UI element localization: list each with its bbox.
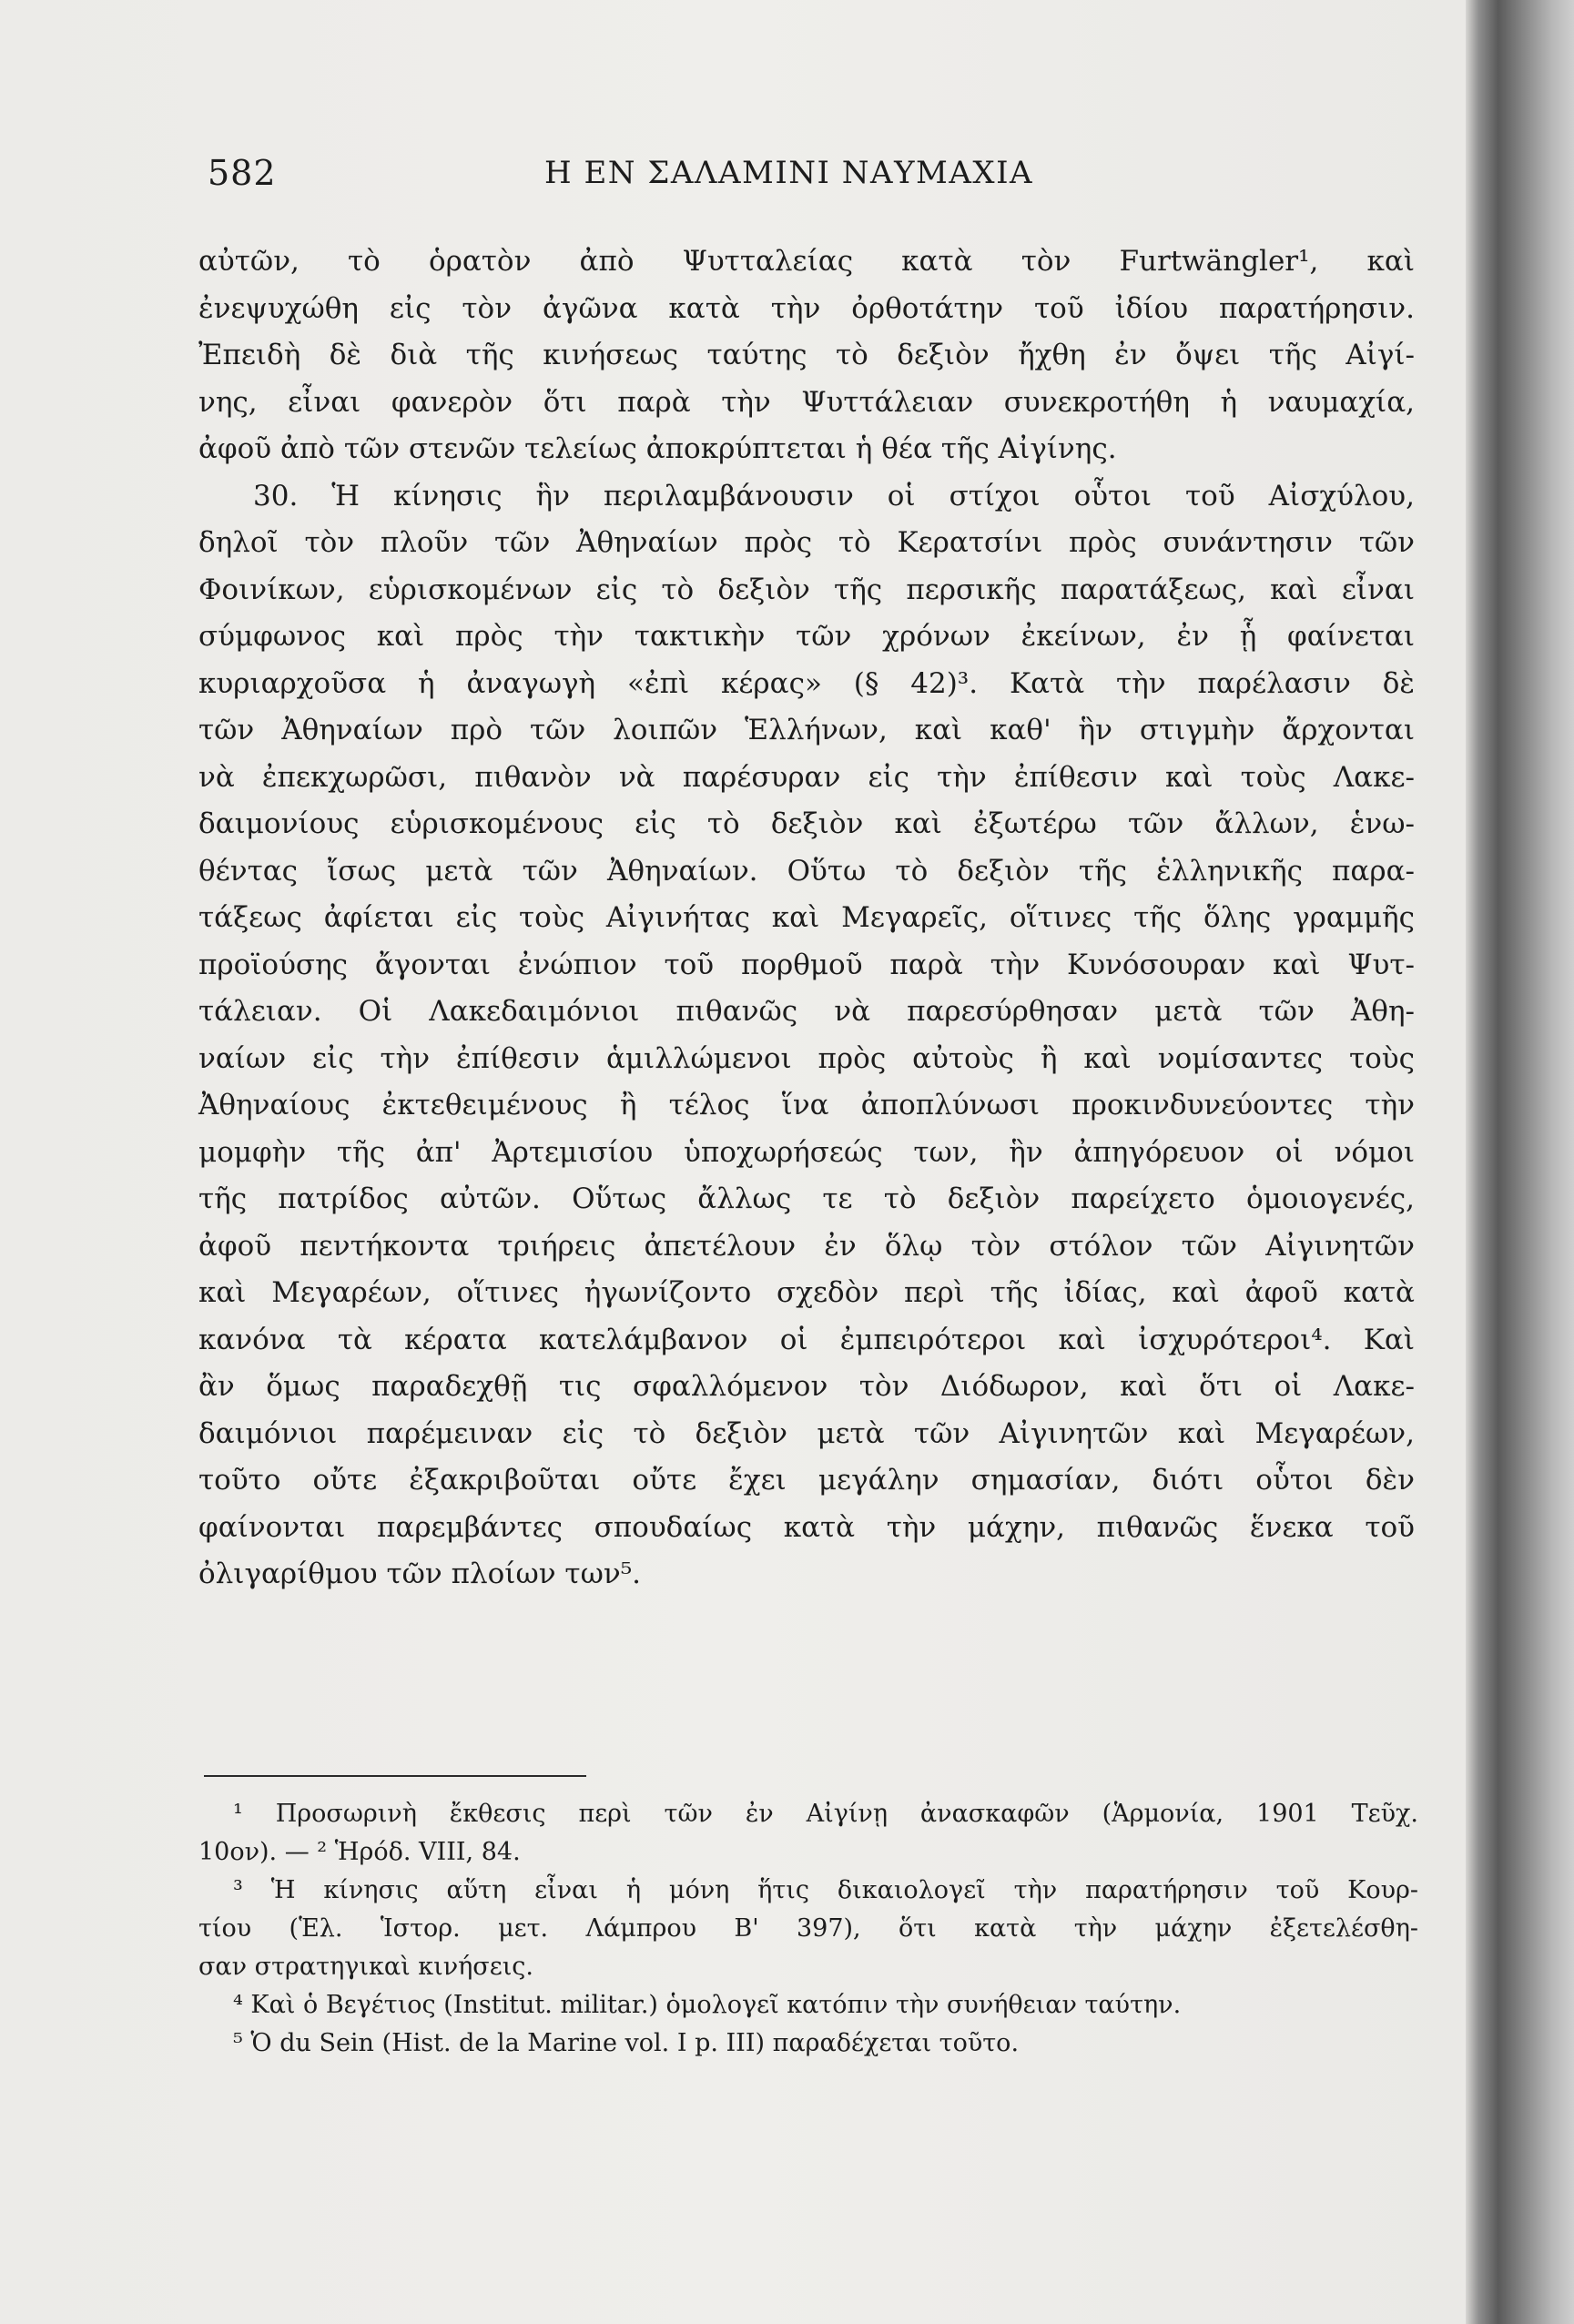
section-30-start: 30. Ἡ κίνησις ἣν περιλαμβάνουσιν οἱ στίχοι οὗτοι τοῦ Αἰσχύλου,: [253, 479, 1415, 512]
footnote-line: σαν στρατηγικαὶ κινήσεις.: [198, 1953, 534, 1981]
page-header: [208, 153, 1427, 208]
footnote-line: τίου (Ἑλ. Ἱστορ. μετ. Λάμπρου Β' 397), ὅτι κατὰ τὴν μάχην ἐξετελέσθη-: [198, 1914, 1418, 1943]
footnote-line: ⁵ Ὁ du Sein (Hist. de la Marine vol. I p. III) παραδέχεται τοῦτο.: [233, 2029, 1020, 2057]
text-line: φαίνονται παρεμβάντες σπουδαίως κατὰ τὴν μάχην, πιθανῶς ἕνεκα τοῦ: [198, 1510, 1415, 1544]
text-line: δαιμόνιοι παρέμειναν εἰς τὸ δεξιὸν μετὰ τῶν Αἰγινητῶν καὶ Μεγαρέων,: [198, 1416, 1415, 1450]
text-line: δαιμονίους εὑρισκομένους εἰς τὸ δεξιὸν καὶ ἐξωτέρω τῶν ἄλλων, ἑνω-: [198, 807, 1415, 840]
text-line: νης, εἶναι φανερὸν ὅτι παρὰ τὴν Ψυττάλειαν συνεκροτήθη ἡ ναυμαχία,: [198, 385, 1415, 419]
text-line: σύμφωνος καὶ πρὸς τὴν τακτικὴν τῶν χρόνων ἐκείνων, ἐν ᾗ φαίνεται: [198, 620, 1415, 653]
text-line: τῆς πατρίδος αὐτῶν. Οὕτως ἄλλως τε τὸ δεξιὸν παρείχετο ὁμοιογενές,: [198, 1182, 1415, 1215]
text-line: προϊούσης ἄγονται ἐνώπιον τοῦ πορθμοῦ παρὰ τὴν Κυνόσουραν καὶ Ψυτ-: [198, 948, 1415, 981]
text-line: δηλοῖ τὸν πλοῦν τῶν Ἀθηναίων πρὸς τὸ Κερατσίνι πρὸς συνάντησιν τῶν: [198, 526, 1415, 559]
text-line: ἀφοῦ πεντήκοντα τριήρεις ἀπετέλουν ἐν ὅλῳ τὸν στόλον τῶν Αἰγινητῶν: [198, 1229, 1415, 1263]
page-number: 582: [208, 153, 277, 193]
footnote-line: ³ Ἡ κίνησις αὕτη εἶναι ἡ μόνη ἥτις δικαιολογεῖ τὴν παρατήρησιν τοῦ Κουρ-: [233, 1876, 1418, 1904]
body-text: [198, 238, 1415, 1598]
text-line: αὐτῶν, τὸ ὁρατὸν ἀπὸ Ψυτταλείας κατὰ τὸν Furtwängler¹, καὶ: [198, 245, 1415, 278]
text-line: Ἐπειδὴ δὲ διὰ τῆς κινήσεως ταύτης τὸ δεξιὸν ἤχθη ἐν ὄψει τῆς Αἰγί-: [198, 339, 1415, 371]
text-line: ἀφοῦ ἀπὸ τῶν στενῶν τελείως ἀποκρύπτεται ἡ θέα τῆς Αἰγίνης.: [198, 432, 1117, 465]
page-edge-shadow: [1466, 0, 1574, 2324]
text-line: θέντας ἴσως μετὰ τῶν Ἀθηναίων. Οὕτω τὸ δεξιὸν τῆς ἑλληνικῆς παρα-: [198, 854, 1415, 888]
text-line: ἐνεψυχώθη εἰς τὸν ἀγῶνα κατὰ τὴν ὀρθοτάτην τοῦ ἰδίου παρατήρησιν.: [198, 291, 1415, 325]
text-line: κυριαρχοῦσα ἡ ἀναγωγὴ «ἐπὶ κέρας» (§ 42)³. Κατὰ τὴν παρέλασιν δὲ: [198, 666, 1415, 700]
footnote-rule: [204, 1775, 586, 1777]
footnotes: [198, 1795, 1418, 2063]
footnote-line: ¹ Προσωρινὴ ἔκθεσις περὶ τῶν ἐν Αἰγίνῃ ἀνασκαφῶν (Ἁρμονία, 1901 Τεῦχ.: [233, 1800, 1418, 1828]
text-line: ὀλιγαρίθμου τῶν πλοίων των⁵.: [198, 1558, 641, 1590]
text-line: νὰ ἐπεκχωρῶσι, πιθανὸν νὰ παρέσυραν εἰς τὴν ἐπίθεσιν καὶ τοὺς Λακε-: [198, 760, 1415, 794]
text-line: τῶν Ἀθηναίων πρὸ τῶν λοιπῶν Ἑλλήνων, καὶ καθ' ἣν στιγμὴν ἄρχονται: [198, 714, 1415, 746]
text-line: κανόνα τὰ κέρατα κατελάμβανον οἱ ἐμπειρότεροι καὶ ἰσχυρότεροι⁴. Καὶ: [198, 1323, 1415, 1356]
text-line: Ἀθηναίους ἐκτεθειμένους ἢ τέλος ἵνα ἀποπλύνωσι προκινδυνεύοντες τὴν: [198, 1089, 1415, 1121]
text-line: ἂν ὅμως παραδεχθῇ τις σφαλλόμενον τὸν Διόδωρον, καὶ ὅτι οἱ Λακε-: [198, 1370, 1415, 1403]
text-line: Φοινίκων, εὑρισκομένων εἰς τὸ δεξιὸν τῆς περσικῆς παρατάξεως, καὶ εἶναι: [198, 573, 1415, 606]
footnote-line: 10ον). — ² Ἡρόδ. VIII, 84.: [198, 1838, 521, 1866]
footnote-line: ⁴ Καὶ ὁ Βεγέτιος (Institut. militar.) ὁμολογεῖ κατόπιν τὴν συνήθειαν ταύτην.: [233, 1991, 1182, 2019]
text-line: μομφὴν τῆς ἀπ' Ἀρτεμισίου ὑποχωρήσεώς των, ἣν ἀπηγόρευον οἱ νόμοι: [198, 1135, 1415, 1169]
text-line: τάλειαν. Οἱ Λακεδαιμόνιοι πιθανῶς νὰ παρεσύρθησαν μετὰ τῶν Ἀθη-: [198, 995, 1415, 1028]
text-line: καὶ Μεγαρέων, οἵτινες ἠγωνίζοντο σχεδὸν περὶ τῆς ἰδίας, καὶ ἀφοῦ κατὰ: [198, 1276, 1415, 1309]
running-title: Η ΕΝ ΣΑΛΑΜΙΝΙ ΝΑΥΜΑΧΙΑ: [544, 155, 1034, 191]
text-line: τοῦτο οὔτε ἐξακριβοῦται οὔτε ἔχει μεγάλην σημασίαν, διότι οὗτοι δὲν: [198, 1464, 1415, 1497]
text-line: ναίων εἰς τὴν ἐπίθεσιν ἁμιλλώμενοι πρὸς αὐτοὺς ἢ καὶ νομίσαντες τοὺς: [198, 1041, 1415, 1075]
text-line: τάξεως ἀφίεται εἰς τοὺς Αἰγινήτας καὶ Μεγαρεῖς, οἵτινες τῆς ὅλης γραμμῆς: [198, 901, 1415, 934]
